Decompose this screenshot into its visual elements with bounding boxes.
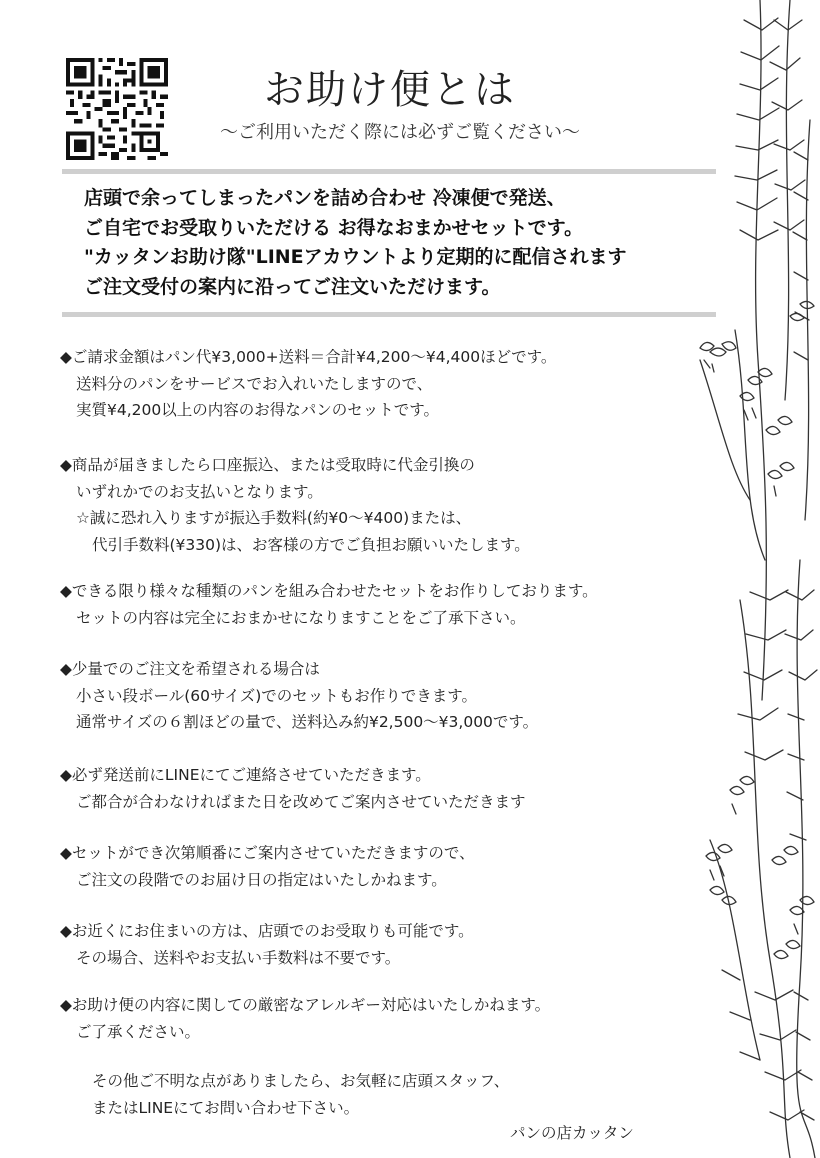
notice-line: 送料分のパンをサービスでお入れいたしますので、 [76, 374, 433, 393]
notice-line: 通常サイズの６割ほどの量で、送料込み約¥2,500〜¥3,000です。 [76, 713, 539, 731]
notice-heading: ◆セットができ次第順番にご案内させていただきますので、 [60, 844, 475, 862]
notice-heading: ◆ご請求金額はパン代¥3,000+送料＝合計¥4,200〜¥4,400ほどです。 [60, 348, 557, 366]
notice-heading: ◆少量でのご注文を希望される場合は [60, 660, 320, 678]
closing-note [92, 1068, 509, 1122]
shop-signature: パンの店カッタン [510, 1124, 634, 1142]
divider-bottom [62, 312, 716, 317]
notice-line: セットの内容は完全におまかせになりますことをご了承下さい。 [76, 608, 526, 627]
notice-item-contact [60, 762, 526, 815]
divider-top [62, 169, 716, 174]
closing-line: その他ご不明な点がありましたら、お気軽に店頭スタッフ、 [92, 1072, 510, 1090]
notice-line: ご注文の段階でのお届け日の指定はいたしかねます。 [76, 870, 447, 889]
notice-item-small-order [60, 656, 538, 736]
notice-item-allergy [60, 992, 550, 1045]
notice-heading: ◆できる限り様々な種類のパンを組み合わせたセットをお作りしております。 [60, 582, 598, 600]
notice-item-delivery-date [60, 840, 475, 893]
notice-line: ☆誠に恐れ入りますが振込手数料(約¥0〜¥400)または、 [76, 509, 472, 527]
notice-line: その場合、送料やお支払い手数料は不要です。 [76, 948, 401, 967]
notice-item-variety [60, 578, 598, 631]
notice-item-price [60, 344, 556, 424]
notice-line: ご了承ください。 [76, 1022, 201, 1041]
notice-line: ご都合が合わなければまた日を改めてご案内させていただきます [76, 792, 526, 811]
page-subtitle: 〜ご利用いただく際には必ずご覧ください〜 [220, 122, 580, 143]
notice-heading: ◆お助け便の内容に関しての厳密なアレルギー対応はいたしかねます。 [60, 996, 551, 1014]
intro-line: "カッタンお助け隊"LINEアカウントより定期的に配信されます [84, 246, 627, 268]
lavender-illustration [640, 0, 820, 1158]
intro-line: ご注文受付の案内に沿ってご注文いただけます。 [84, 275, 501, 298]
notice-line: 実質¥4,200以上の内容のお得なパンのセットです。 [76, 401, 439, 419]
notice-line: いずれかでのお支払いとなります。 [76, 482, 323, 501]
page-title: お助け便とは [264, 67, 516, 113]
intro-block [84, 184, 714, 302]
intro-line: 店頭で余ってしまったパンを詰め合わせ 冷凍便で発送、 [84, 187, 566, 209]
notice-heading: ◆お近くにお住まいの方は、店頭でのお受取りも可能です。 [60, 922, 474, 940]
notice-item-payment [60, 452, 530, 558]
notice-heading: ◆必ず発送前にLINEにてご連絡させていただきます。 [60, 766, 431, 784]
notice-line: 代引手数料(¥330)は、お客様の方でご負担お願いいたします。 [92, 535, 530, 554]
qr-code-icon[interactable] [66, 58, 168, 160]
notice-line: 小さい段ボール(60サイズ)でのセットもお作りできます。 [76, 686, 478, 705]
closing-line: またはLINEにてお問い合わせ下さい。 [92, 1099, 360, 1117]
notice-item-pickup [60, 918, 474, 971]
intro-line: ご自宅でお受取りいただける お得なおまかせセットです。 [84, 216, 584, 239]
notice-heading: ◆商品が届きましたら口座振込、または受取時に代金引換の [60, 456, 475, 474]
